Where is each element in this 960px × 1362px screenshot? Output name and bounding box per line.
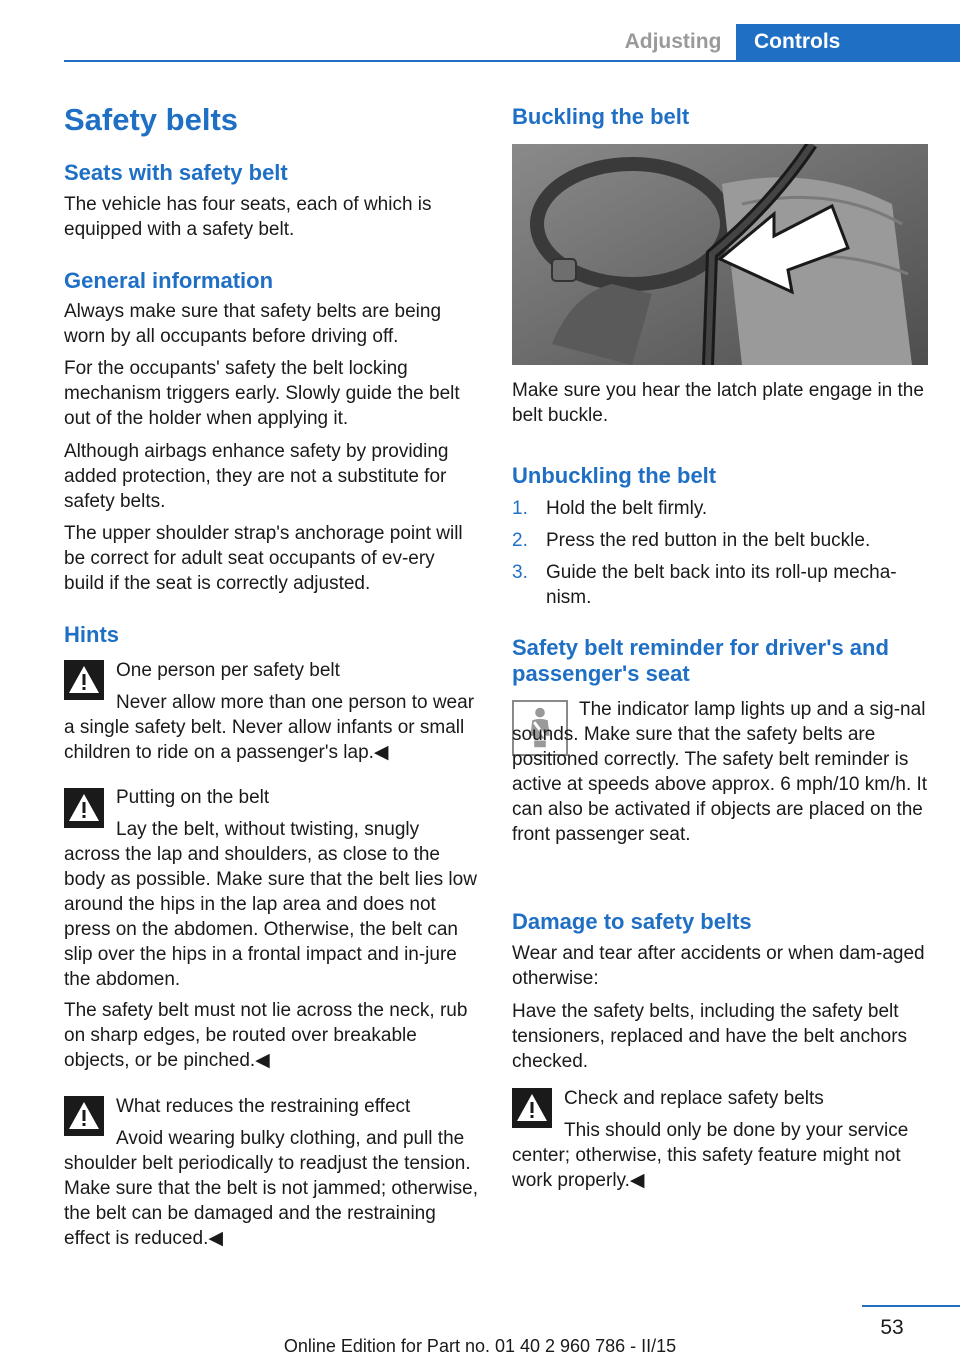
page-number: 53 (880, 1316, 904, 1339)
general-heading: General information (64, 268, 274, 293)
edition-footer: Online Edition for Part no. 01 40 2 960 786 - II/15 (283, 1336, 677, 1356)
hint-title: Check and replace safety belts (564, 1088, 824, 1109)
reminder-heading: Safety belt reminder for driver's and passenger's seat (512, 635, 889, 686)
hint-title: One person per safety belt (116, 660, 340, 681)
seats-heading: Seats with safety belt (64, 160, 288, 185)
tab-controls[interactable]: Controls (736, 24, 960, 62)
reminder-text: The indicator lamp lights up and a sig‐nal sounds. Make sure that the safety belts are positioned correctly. The safety belt reminder is active at speeds above approx. 6 mph/10 km/h. It can also be activated if objects are placed on the front passenger seat. (512, 699, 928, 845)
hint-text: Avoid wearing bulky clothing, and pull the shoulder belt periodically to readjust the tension. Make sure that the belt is not jammed; otherwise, the belt can be damaged and the restraining effect is reduced.◀ (64, 1128, 478, 1249)
hint-text: Never allow more than one person to wear a single safety belt. Never allow infants or small children to ride on a passenger's lap.◀ (64, 692, 475, 763)
page-title: Safety belts (64, 102, 239, 137)
hint-text: This should only be done by your service center; otherwise, this safety feature might not work properly.◀ (512, 1120, 909, 1191)
list-item-number: 1. (512, 498, 528, 519)
unbuckling-heading: Unbuckling the belt (512, 463, 717, 488)
seat-belt-photo (512, 144, 928, 365)
damage-heading: Damage to safety belts (512, 909, 752, 934)
hint-title: What reduces the restraining effect (116, 1096, 411, 1117)
damage-paragraph-1: Wear and tear after accidents or when dam‐aged otherwise: (512, 943, 925, 989)
general-paragraph-1: Always make sure that safety belts are being worn by all occupants before driving off. (64, 301, 442, 347)
list-item-text: Guide the belt back into its roll-up mecha‐nism. (546, 562, 897, 608)
hint-text: Lay the belt, without twisting, snugly across the lap and shoulders, as close to the body as possible. Make sure that the belt lies low around the hips in the lap area and does not press on the abdomen. Otherwise, the belt can slip over the hips in a frontal impact and in‐jure the abdomen. (64, 819, 477, 990)
list-item (512, 560, 930, 610)
hint-text: The safety belt must not lie across the neck, rub on sharp edges, be routed over breakable objects, or be pinched.◀ (64, 1000, 468, 1071)
general-paragraph-2: For the occupants' safety the belt locking mechanism triggers early. Slowly guide the belt out of the holder when applying it. (64, 358, 460, 429)
list-item-text: Hold the belt firmly. (546, 498, 708, 519)
list-item-number: 3. (512, 562, 528, 583)
tab-adjusting[interactable]: Adjusting (624, 30, 722, 53)
hints-heading: Hints (64, 622, 119, 647)
header-rule (64, 60, 960, 62)
footer-rule (862, 1305, 960, 1307)
general-paragraph-4: The upper shoulder strap's anchorage point will be correct for adult seat occupants of ev‐ery build if the seat is correctly adjusted. (64, 523, 463, 594)
list-item (512, 496, 930, 521)
list-item-number: 2. (512, 530, 528, 551)
list-item (512, 528, 930, 553)
general-paragraph-3: Although airbags enhance safety by providing added protection, they are not a substitute for safety belts. (64, 441, 449, 512)
list-item-text: Press the red button in the belt buckle. (546, 530, 871, 551)
hint-title: Putting on the belt (116, 787, 270, 808)
seats-text: The vehicle has four seats, each of which is equipped with a safety belt. (64, 194, 432, 240)
buckling-text: Make sure you hear the latch plate engage in the belt buckle. (512, 380, 924, 426)
buckling-heading: Buckling the belt (512, 104, 690, 129)
damage-paragraph-2: Have the safety belts, including the safety belt tensioners, replaced and have the belt anchors checked. (512, 1001, 908, 1072)
